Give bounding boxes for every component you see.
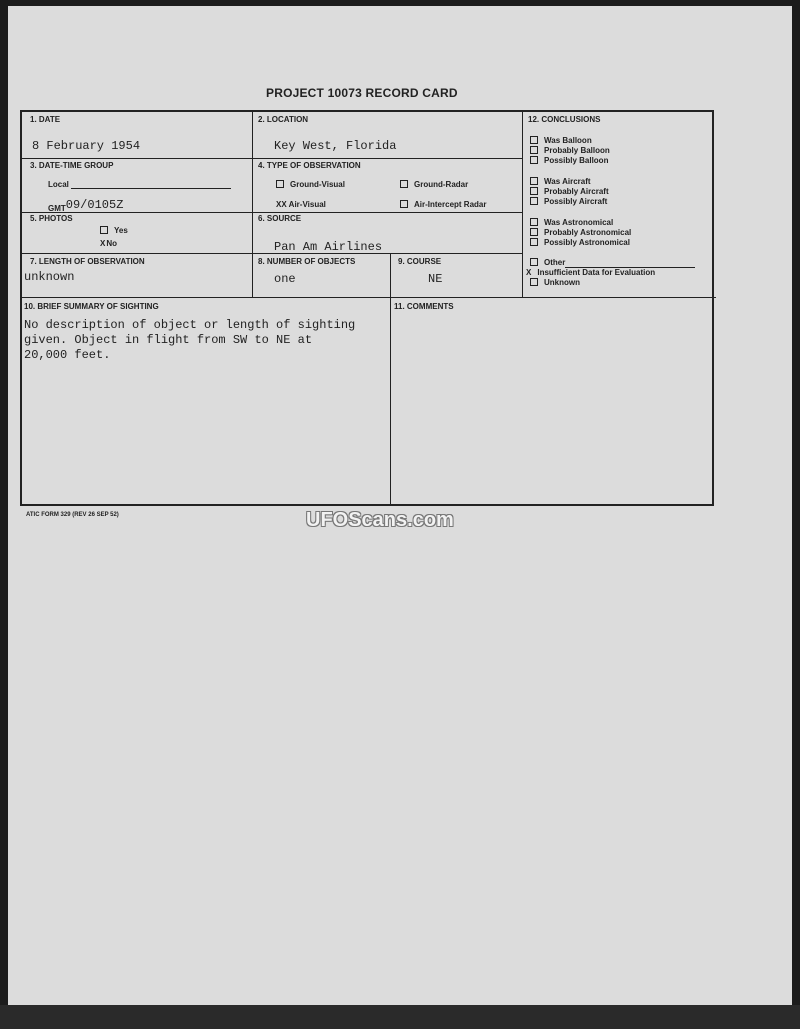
summary-line: given. Object in flight from SW to NE at: [24, 333, 313, 347]
option-air-visual: XX Air-Visual: [276, 200, 326, 209]
summary-line: No description of object or length of sighting: [24, 318, 356, 332]
conclusions-label: 12. CONCLUSIONS: [528, 115, 601, 124]
conclusions-section: [524, 112, 714, 297]
photos-yes: Yes: [100, 226, 128, 235]
option-ground-radar: Ground-Radar: [400, 180, 468, 189]
location-label: 2. LOCATION: [258, 115, 309, 124]
conclusion-insufficient-data: X Insufficient Data for Evaluation: [526, 268, 656, 277]
type-label: 4. TYPE OF OBSERVATION: [258, 161, 361, 170]
date-label: 1. DATE: [30, 115, 61, 124]
watermark: UFOScans.com: [306, 509, 454, 531]
conclusion-possibly-balloon: Possibly Balloon: [530, 156, 608, 166]
dtg-label: 3. DATE-TIME GROUP: [30, 161, 114, 170]
form-id: ATIC FORM 329 (REV 26 SEP 52): [26, 512, 119, 518]
length-label: 7. LENGTH OF OBSERVATION: [30, 257, 145, 266]
date-value: 8 February 1954: [32, 139, 141, 153]
local-label: Local: [48, 180, 231, 189]
photos-no-mark: X: [100, 239, 106, 248]
option-air-intercept-radar: Air-Intercept Radar: [400, 200, 486, 209]
scan-edge: [0, 1005, 800, 1029]
conclusion-unknown: Unknown: [530, 278, 580, 288]
course-label: 9. COURSE: [398, 257, 442, 266]
source-label: 6. SOURCE: [258, 214, 302, 223]
conclusion-possibly-astronomical: Possibly Astronomical: [530, 238, 630, 248]
conclusion-was-aircraft: Was Aircraft: [530, 177, 591, 187]
air-visual-mark: XX: [276, 200, 287, 209]
conclusion-probably-aircraft: Probably Aircraft: [530, 187, 609, 197]
insufficient-data-mark: X: [526, 268, 532, 277]
conclusion-probably-balloon: Probably Balloon: [530, 146, 610, 156]
summary-label: 10. BRIEF SUMMARY OF SIGHTING: [24, 302, 159, 311]
conclusion-was-balloon: Was Balloon: [530, 136, 592, 146]
photos-no: XNo: [100, 239, 118, 248]
num-objects-label: 8. NUMBER OF OBJECTS: [258, 257, 356, 266]
photos-label: 5. PHOTOS: [30, 214, 73, 223]
option-ground-visual: Ground-Visual: [276, 180, 345, 189]
location-value: Key West, Florida: [274, 139, 397, 153]
conclusion-probably-astronomical: Probably Astronomical: [530, 228, 631, 238]
conclusion-was-astronomical: Was Astronomical: [530, 218, 613, 228]
course-value: NE: [428, 272, 443, 286]
source-value: Pan Am Airlines: [274, 240, 383, 254]
conclusion-possibly-aircraft: Possibly Aircraft: [530, 197, 607, 207]
conclusion-other: Other: [530, 258, 695, 268]
gmt-value: 09/0105Z: [65, 198, 124, 212]
summary-line: 20,000 feet.: [24, 348, 111, 362]
record-card: [20, 110, 714, 506]
num-objects-value: one: [274, 272, 296, 286]
summary-text: [24, 318, 386, 363]
page-title: PROJECT 10073 RECORD CARD: [266, 86, 458, 100]
gmt-label: GMT09/0105Z: [48, 198, 232, 213]
comments-label: 11. COMMENTS: [394, 302, 454, 311]
length-value: unknown: [24, 270, 75, 284]
